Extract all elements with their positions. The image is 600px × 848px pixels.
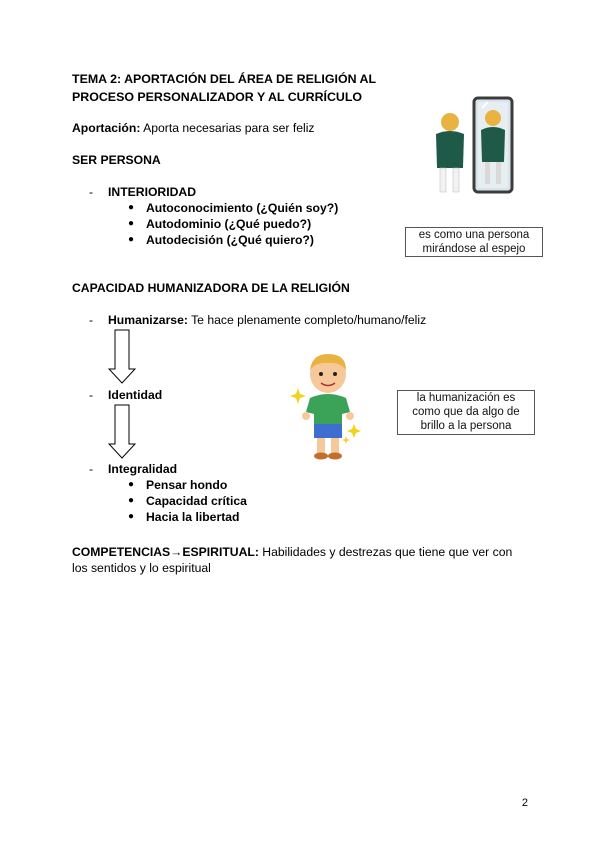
bullet-text: Hacia la libertad [146, 510, 240, 524]
bullet-icon: ● [128, 234, 135, 245]
bullet-text: Autoconocimiento (¿Quién soy?) [146, 201, 339, 215]
mirror-illustration [418, 96, 533, 196]
aportacion-text: Aporta necesarias para ser feliz [143, 121, 315, 135]
bullet-text: Autodominio (¿Qué puedo?) [146, 217, 312, 231]
identidad-item [0, 388, 300, 406]
boy-figure [302, 354, 354, 460]
identidad-label: Identidad [108, 388, 163, 402]
bullet-icon: ● [128, 511, 135, 522]
dash-marker: - [89, 185, 94, 199]
list-item [0, 494, 300, 510]
integralidad-bullets [0, 478, 300, 528]
competencias-paragraph [72, 544, 532, 576]
list-item [0, 510, 300, 526]
aportacion-line [72, 121, 315, 135]
person-figure [436, 113, 464, 192]
happy-boy-illustration [288, 350, 388, 468]
dash-marker: - [89, 313, 94, 327]
humanizarse-item [0, 313, 520, 331]
competencias-label: COMPETENCIAS→ESPIRITUAL: [72, 545, 259, 559]
bullet-icon: ● [128, 202, 135, 213]
list-item [0, 233, 400, 249]
bullet-icon: ● [128, 479, 135, 490]
bullet-text: Capacidad crítica [146, 494, 247, 508]
interioridad-bullets [0, 201, 400, 251]
capacidad-heading: CAPACIDAD HUMANIZADORA DE LA RELIGIÓN [72, 281, 350, 295]
down-arrow-icon [108, 404, 136, 460]
humanizacion-caption [397, 390, 535, 435]
competencias-text-1: Habilidades y destrezas que tiene que ver con [262, 545, 513, 559]
caption-line: es como una persona [418, 229, 530, 241]
competencias-text-2: los sentidos y lo espiritual [72, 561, 211, 575]
down-arrow-icon [108, 329, 136, 385]
dash-marker: - [89, 462, 94, 476]
title-line-1: TEMA 2: APORTACIÓN DEL ÁREA DE RELIGIÓN AL [72, 72, 377, 86]
caption-line: brillo a la persona [420, 420, 512, 432]
ser-persona-heading: SER PERSONA [72, 153, 161, 167]
bullet-text: Pensar hondo [146, 478, 228, 492]
caption-line: la humanización es [416, 392, 516, 404]
caption-line: mirándose al espejo [422, 243, 526, 255]
humanizarse-label: Humanizarse: [108, 313, 188, 327]
page-number: 2 [521, 797, 528, 809]
list-item [0, 201, 400, 217]
integralidad-label: Integralidad [108, 462, 178, 476]
bullet-text: Autodecisión (¿Qué quiero?) [146, 233, 314, 247]
caption-line: como que da algo de [412, 406, 520, 418]
aportacion-label: Aportación: [72, 121, 141, 135]
page-title [72, 70, 376, 106]
mirror-caption [405, 227, 543, 257]
interioridad-label: INTERIORIDAD [108, 185, 197, 199]
title-line-2: PROCESO PERSONALIZADOR Y AL CURRÍCULO [72, 90, 363, 104]
bullet-icon: ● [128, 495, 135, 506]
humanizarse-text: Te hace plenamente completo/humano/feliz [191, 313, 427, 327]
bullet-icon: ● [128, 218, 135, 229]
dash-marker: - [89, 388, 94, 402]
list-item [0, 478, 300, 494]
list-item [0, 217, 400, 233]
